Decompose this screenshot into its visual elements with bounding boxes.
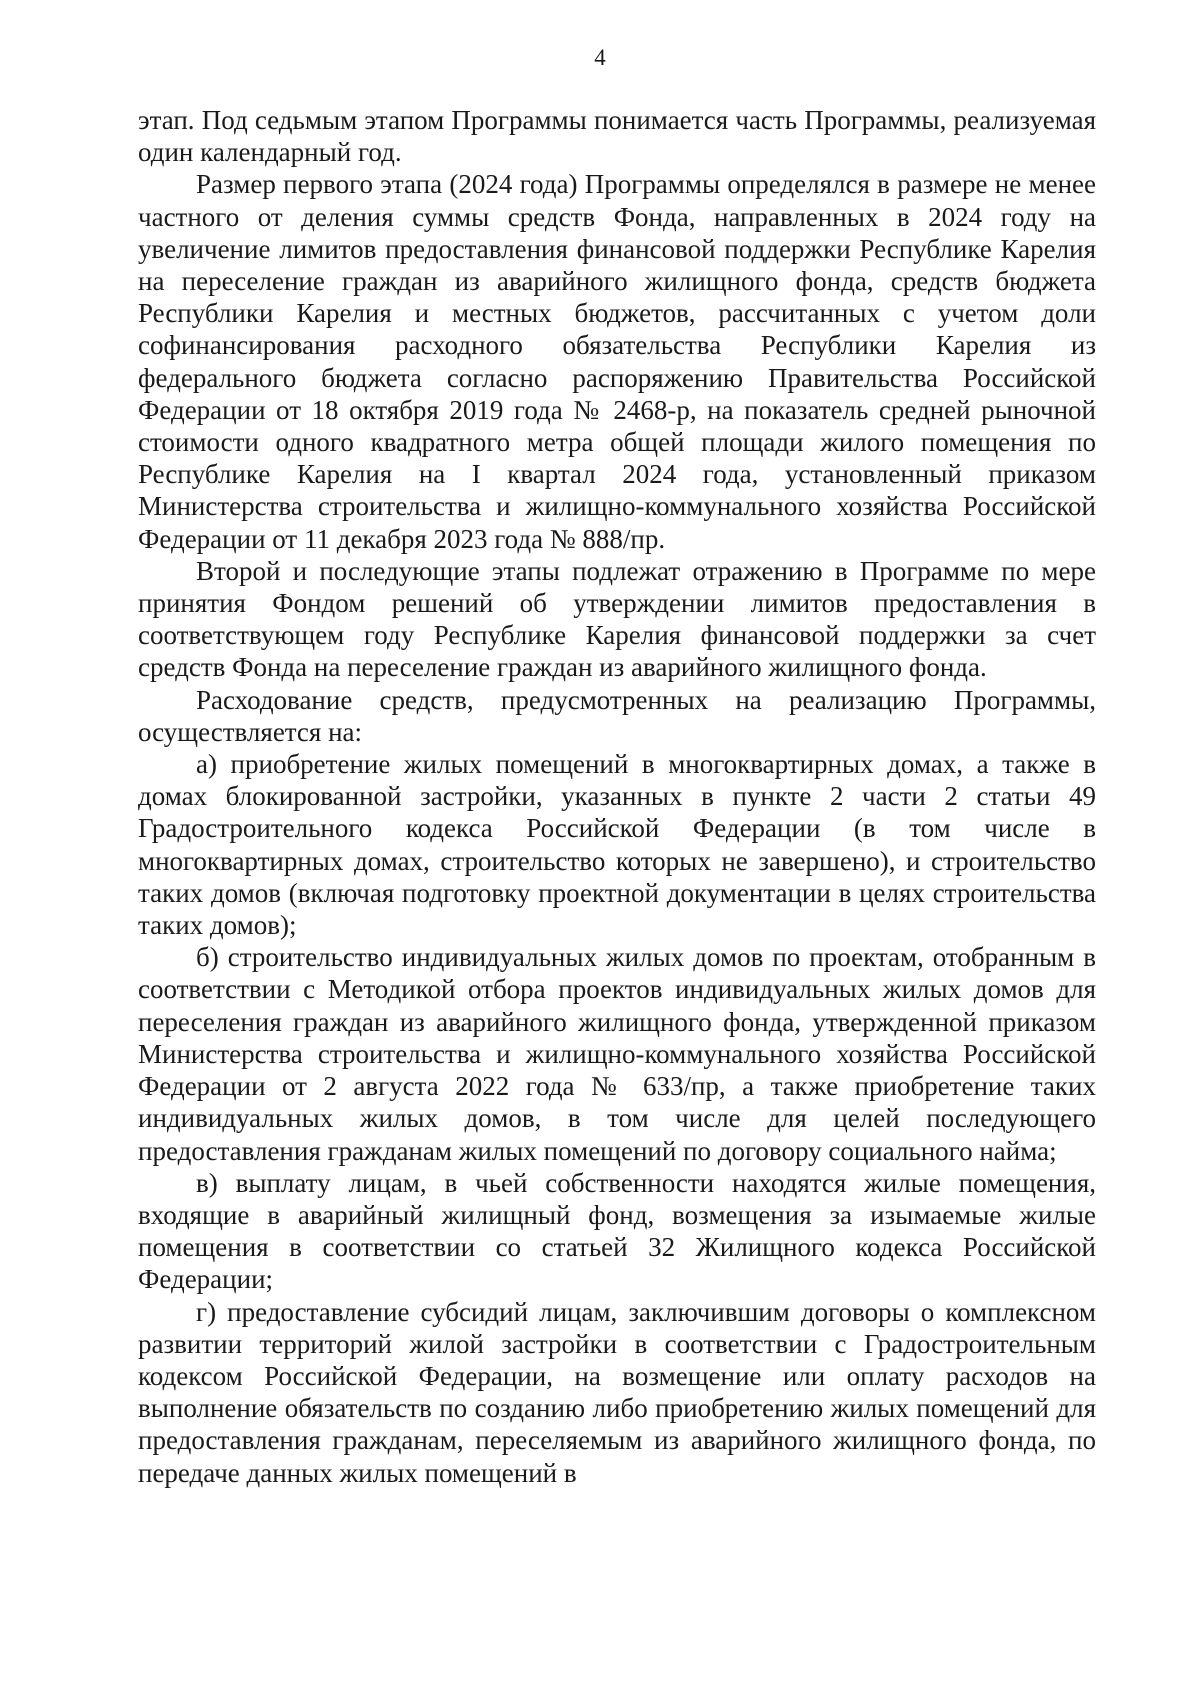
paragraph-spending-intro: Расходование средств, предусмотренных на реализацию Программы, осуществляется на: — [138, 684, 1096, 747]
paragraph-stage-seven-continuation: этап. Под седьмым этапом Программы понимается часть Программы, реализуемая один календарный год. — [138, 105, 1096, 168]
document-body — [138, 104, 1096, 1489]
paragraph-first-stage-size: Размер первого этапа (2024 года) Программы определялся в размере не менее частного от деления суммы средств Фонда, направленных в 2024 году на увеличение лимитов предоставления финансовой поддержки Республике Карелия на переселение граждан из аварийного жилищного фонда, средств бюджета Республики Карелия и местных бюджетов, рассчитанных с учетом доли софинансирования расходного обязательства Республики Карелия из федерального бюджета согласно распоряжению Правительства Российской Федерации от 18 октября 2019 года № 2468-р, на показатель средней рыночной стоимости одного квадратного метра общей площади жилого помещения по Республике Карелия на I квартал 2024 года, установленный приказом Министерства строительства и жилищно-коммунального хозяйства Российской Федерации от 11 декабря 2023 года № 888/пр. — [138, 169, 1096, 554]
list-item-a: а) приобретение жилых помещений в многоквартирных домах, а также в домах блокированной застройки, указанных в пункте 2 части 2 статьи 49 Градостроительного кодекса Российской Федерации (в том числе в многоквартирных домах, строительство которых не завершено), и строительство таких домов (включая подготовку проектной документации в целях строительства таких домов); — [138, 749, 1096, 941]
paragraph-subsequent-stages: Второй и последующие этапы подлежат отражению в Программе по мере принятия Фондом решений об утверждении лимитов предоставления в соответствующем году Республике Карелия финансовой поддержки за счет средств Фонда на переселение граждан из аварийного жилищного фонда. — [138, 555, 1096, 683]
list-item-b: б) строительство индивидуальных жилых домов по проектам, отобранным в соответствии с Методикой отбора проектов индивидуальных жилых домов для переселения граждан из аварийного жилищного фонда, утвержденной приказом Министерства строительства и жилищно-коммунального хозяйства Российской Федерации от 2 августа 2022 года № 633/пр, а также приобретение таких индивидуальных жилых домов, в том числе для целей последующего предоставления гражданам жилых помещений по договору социального найма; — [138, 942, 1096, 1166]
page-number: 4 — [594, 45, 606, 70]
list-item-g: г) предоставление субсидий лицам, заключившим договоры о комплексном развитии территорий жилой застройки в соответствии с Градостроительным кодексом Российской Федерации, на возмещение или оплату расходов на выполнение обязательств по созданию либо приобретению жилых помещений для предоставления гражданам, переселяемым из аварийного жилищного фонда, по передаче данных жилых помещений в — [138, 1296, 1096, 1488]
list-item-v: в) выплату лицам, в чьей собственности находятся жилые помещения, входящие в аварийный жилищный фонд, возмещения за изымаемые жилые помещения в соответствии со статьей 32 Жилищного кодекса Российской Федерации; — [138, 1167, 1096, 1295]
